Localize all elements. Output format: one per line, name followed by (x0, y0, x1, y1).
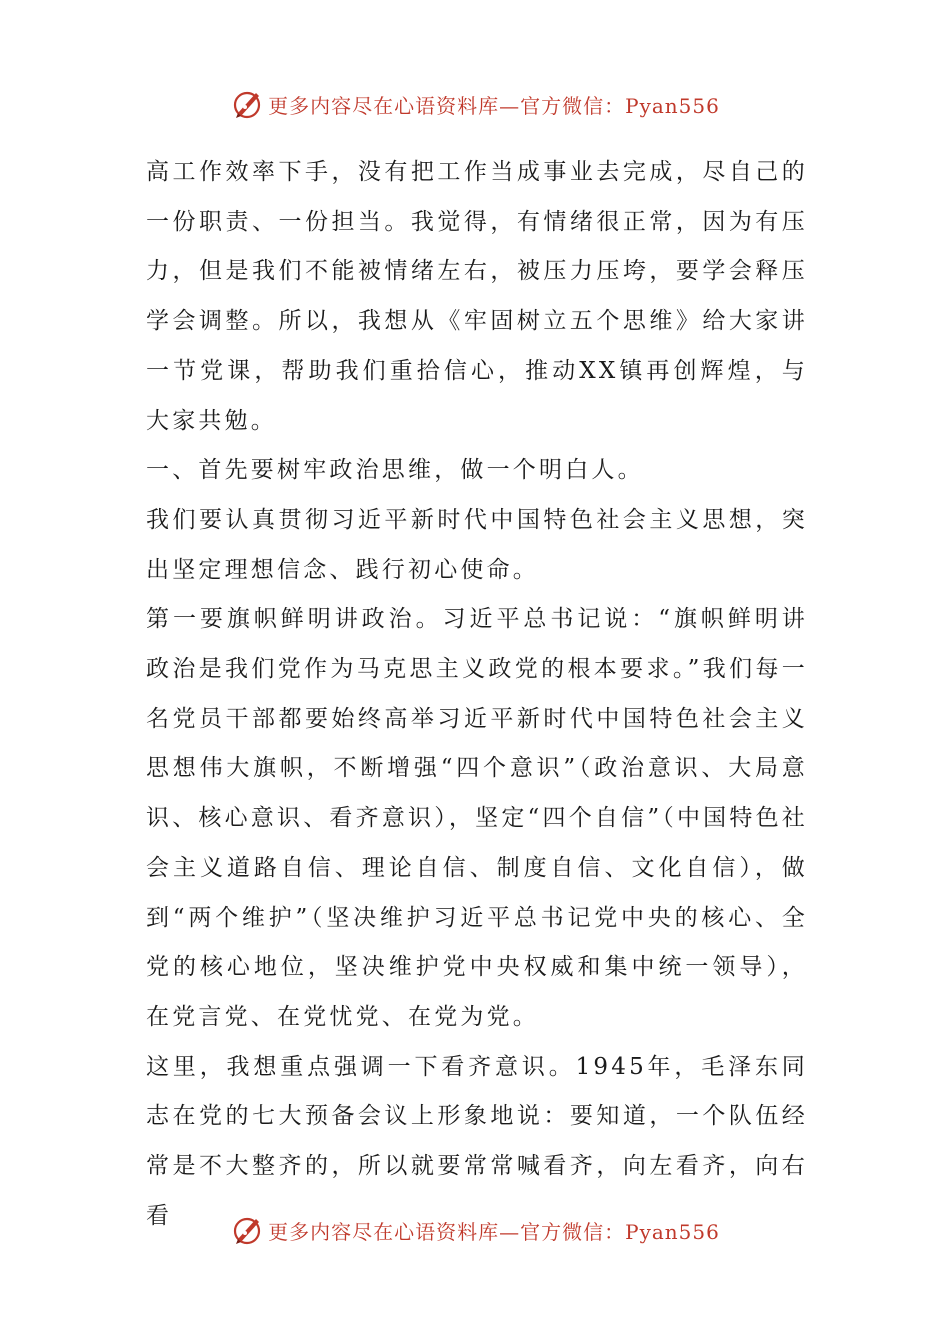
document-body (146, 148, 808, 1241)
pen-in-circle-icon (230, 87, 264, 121)
header-watermark (0, 84, 950, 124)
section-heading-1: 一、首先要树牢政治思维，做一个明白人。 (146, 457, 644, 484)
body-paragraph-3: 第一要旗帜鲜明讲政治。习近平总书记说：“旗帜鲜明讲政治是我们党作为马克思主义政党的根本要求。”我们每一名党员干部都要始终高举习近平新时代中国特色社会主义思想伟大旗帜，不断增强“四个意识”（政治意识、大局意识、核心意识、看齐意识），坚定“四个自信”（中国特色社会主义道路自信、理论自信、制度自信、文化自信），做到“两个维护”（坚决维护习近平总书记党中央的核心、全党的核心地位，坚决维护党中央权威和集中统一领导），在党言党、在党忧党、在党为党。 (146, 606, 808, 1030)
footer-watermark (0, 1210, 950, 1250)
footer-watermark-text: 更多内容尽在心语资料库—官方微信：Pyan556 (268, 1219, 720, 1244)
pen-in-circle-icon (230, 1213, 264, 1247)
body-paragraph-1: 高工作效率下手，没有把工作当成事业去完成，尽自己的一份职责、一份担当。我觉得，有情绪很正常，因为有压力，但是我们不能被情绪左右，被压力压垮，要学会释压学会调整。所以，我想从《牢固树立五个思维》给大家讲一节党课，帮助我们重拾信心，推动XX镇再创辉煌，与大家共勉。 (146, 159, 808, 434)
body-paragraph-2: 我们要认真贯彻习近平新时代中国特色社会主义思想，突出坚定理想信念、践行初心使命。 (146, 506, 808, 583)
body-paragraph-4: 这里，我想重点强调一下看齐意识。1945年，毛泽东同志在党的七大预备会议上形象地说：要知道，一个队伍经常是不大整齐的，所以就要常常喊看齐，向左看齐，向右看 (146, 1053, 808, 1229)
header-watermark-text: 更多内容尽在心语资料库—官方微信：Pyan556 (268, 93, 720, 118)
